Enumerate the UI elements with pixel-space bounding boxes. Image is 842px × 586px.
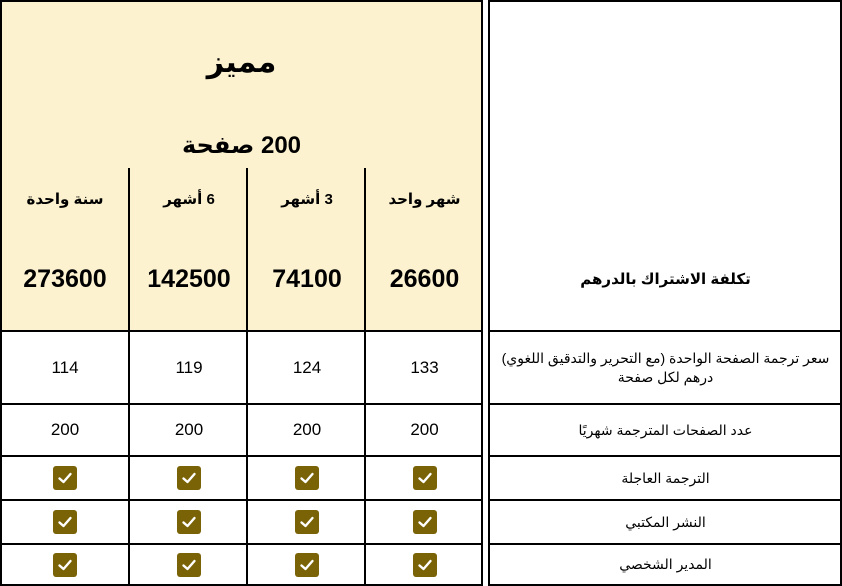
checkbox-checked-icon xyxy=(295,553,319,577)
subscription-cost-4: 273600 xyxy=(23,264,107,293)
pages-per-month-label: عدد الصفحات المترجمة شهريًا xyxy=(578,421,753,438)
feature-cell xyxy=(366,500,483,544)
feature-cell xyxy=(130,456,248,500)
price-per-page-2: 124 xyxy=(292,358,322,377)
checkbox-checked-icon xyxy=(295,466,319,490)
feature-cell xyxy=(130,544,248,585)
checkbox-checked-icon xyxy=(295,510,319,534)
grid-line xyxy=(488,543,842,545)
plan-name: مميز xyxy=(206,45,277,79)
subscription-cost-1: 26600 xyxy=(389,264,460,293)
grid-line xyxy=(488,403,842,405)
period-header-2: 3 أشهر xyxy=(281,191,333,208)
feature-cell xyxy=(248,456,366,500)
checkbox-checked-icon xyxy=(53,510,77,534)
feature-label: المدير الشخصي xyxy=(619,556,712,572)
grid-line xyxy=(364,168,366,586)
pages-per-month-1: 200 xyxy=(410,420,439,439)
pages-per-month-3: 200 xyxy=(174,420,204,439)
plan-pages: 200 صفحة xyxy=(181,131,302,159)
checkbox-checked-icon xyxy=(53,466,77,490)
feature-cell xyxy=(0,456,130,500)
grid-line xyxy=(0,330,483,332)
period-header-3: 6 أشهر xyxy=(163,191,215,208)
grid-line xyxy=(0,455,483,457)
feature-cell xyxy=(366,456,483,500)
pages-per-month-2: 200 xyxy=(292,420,322,439)
subscription-cost-2: 74100 xyxy=(272,264,342,293)
grid-line xyxy=(128,168,130,586)
grid-line xyxy=(0,543,483,545)
checkbox-checked-icon xyxy=(53,553,77,577)
subscription-cost-3: 142500 xyxy=(147,264,231,293)
price-per-page-label: سعر ترجمة الصفحة الواحدة (مع التحرير والتدقيق اللغوي) درهم لكل صفحة xyxy=(501,350,830,385)
feature-cell xyxy=(248,500,366,544)
price-per-page-4: 114 xyxy=(51,358,79,377)
checkbox-checked-icon xyxy=(413,553,437,577)
price-per-page-1: 133 xyxy=(410,358,439,377)
feature-cell xyxy=(366,544,483,585)
grid-line xyxy=(488,330,842,332)
checkbox-checked-icon xyxy=(177,466,201,490)
grid-line xyxy=(246,168,248,586)
feature-label: النشر المكتبي xyxy=(625,513,706,530)
feature-cell xyxy=(0,544,130,585)
grid-line xyxy=(488,0,842,2)
grid-line xyxy=(488,499,842,501)
grid-line xyxy=(0,0,483,2)
period-header-1: شهر واحد xyxy=(388,191,461,208)
price-per-page-3: 119 xyxy=(175,358,203,377)
grid-line xyxy=(488,455,842,457)
feature-cell xyxy=(248,544,366,585)
subscription-cost-label: تكلفة الاشتراك بالدرهم xyxy=(580,271,751,288)
grid-line xyxy=(0,499,483,501)
feature-cell xyxy=(130,500,248,544)
checkbox-checked-icon xyxy=(413,466,437,490)
checkbox-checked-icon xyxy=(413,510,437,534)
checkbox-checked-icon xyxy=(177,510,201,534)
feature-cell xyxy=(0,500,130,544)
pages-per-month-4: 200 xyxy=(50,420,80,439)
checkbox-checked-icon xyxy=(177,553,201,577)
feature-label: الترجمة العاجلة xyxy=(621,469,710,486)
period-header-4: سنة واحدة xyxy=(26,191,104,208)
grid-line xyxy=(0,403,483,405)
